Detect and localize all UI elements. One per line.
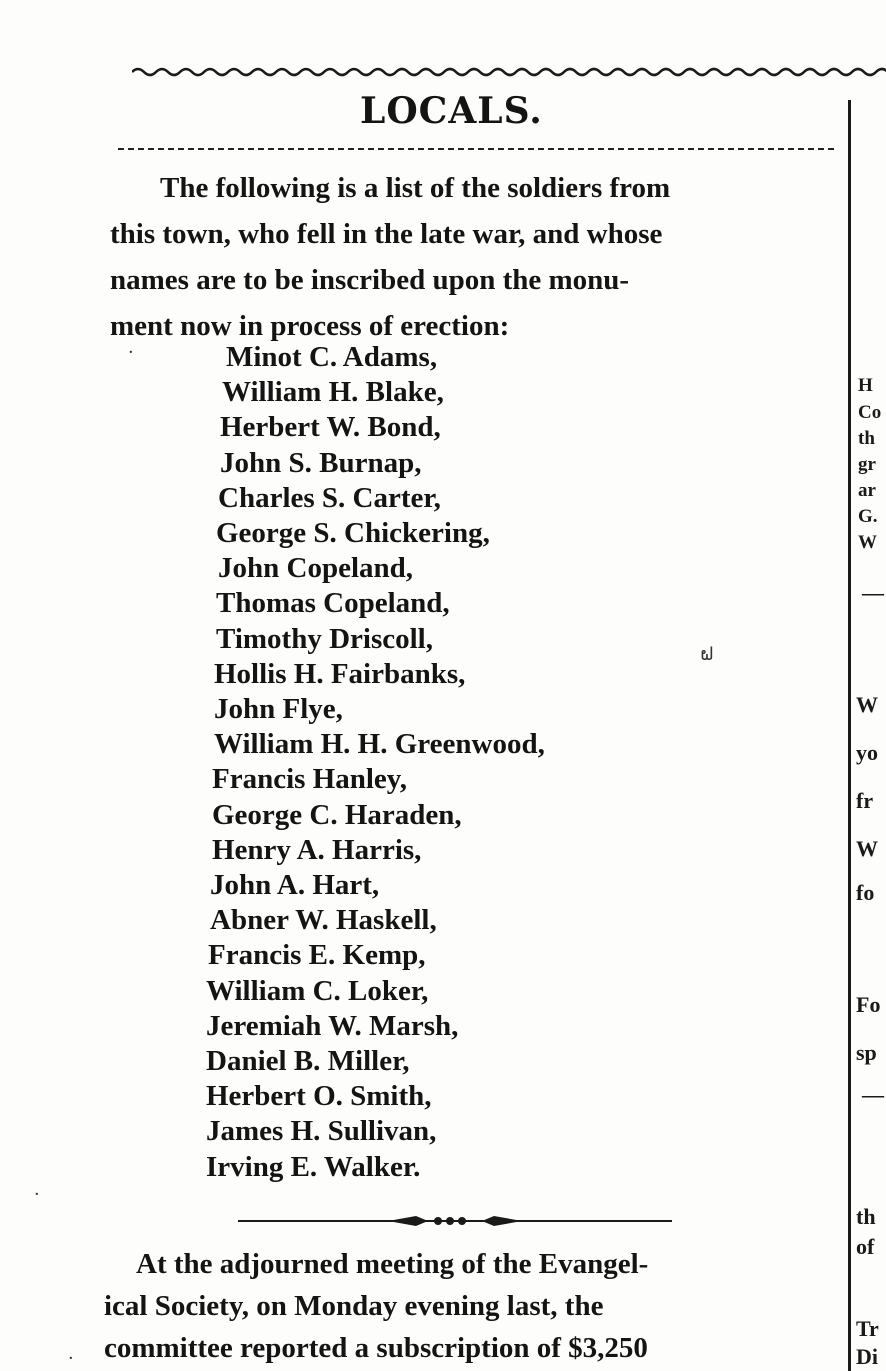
soldier-name: George C. Haraden, [212, 799, 462, 831]
soldier-name: John Flye, [214, 693, 343, 725]
fragment-text: W [856, 836, 878, 861]
fragment-text: gr [858, 454, 876, 475]
soldier-name: James H. Sullivan, [206, 1115, 437, 1147]
fragment-text: fr [856, 788, 874, 813]
soldier-name: John Copeland, [218, 552, 414, 584]
intro-line: names are to be inscribed upon the monu- [110, 264, 630, 296]
section-heading: LOCALS. [360, 90, 543, 132]
fragment-text: yo [856, 740, 878, 765]
top-wavy-rule [132, 60, 886, 82]
soldier-name: Minot C. Adams, [226, 341, 438, 373]
fragment-text: Tr [856, 1316, 879, 1341]
paragraph-line: At the adjourned meeting of the Evangel- [136, 1248, 649, 1280]
fragment-text: of [856, 1234, 875, 1259]
soldier-name: Jeremiah W. Marsh, [206, 1010, 459, 1042]
soldier-name: George S. Chickering, [216, 517, 490, 549]
fragment-text: W [856, 692, 878, 717]
soldier-name: Thomas Copeland, [216, 587, 450, 619]
ornamental-divider [238, 1212, 672, 1230]
ink-speck: · [68, 1348, 74, 1369]
soldier-name: Timothy Driscoll, [216, 623, 433, 655]
soldier-name: Daniel B. Miller, [206, 1045, 410, 1077]
intro-paragraph [110, 165, 832, 349]
soldier-name: Herbert W. Bond, [220, 411, 441, 443]
fragment-text: ar [858, 480, 876, 501]
soldier-name: William C. Loker, [206, 975, 429, 1007]
fragment-text: G. [858, 506, 878, 527]
intro-line: ment now in process of erection: [110, 310, 510, 342]
fragment-text: Fo [856, 992, 881, 1017]
ink-speck: · [128, 342, 134, 363]
ink-speck: · [34, 1184, 40, 1205]
soldier-name: Francis Hanley, [212, 763, 407, 795]
soldier-name: Hollis H. Fairbanks, [214, 658, 466, 690]
fragment-text: sp [856, 1040, 877, 1065]
heading-dashed-rule [118, 148, 834, 150]
soldier-name: William H. H. Greenwood, [214, 728, 545, 760]
intro-line: this town, who fell in the late war, and whose [110, 218, 663, 250]
fragment-text: Co [858, 402, 882, 423]
second-paragraph [104, 1243, 816, 1369]
adjacent-column-fragment [852, 100, 886, 1371]
fragment-text: Di [856, 1344, 878, 1369]
soldier-name: Abner W. Haskell, [210, 904, 437, 936]
soldier-name: Herbert O. Smith, [206, 1080, 432, 1112]
fragment-text: th [858, 428, 875, 449]
soldier-name: Henry A. Harris, [212, 834, 422, 866]
intro-line: The following is a list of the soldiers from [160, 172, 671, 204]
fragment-text: H [858, 375, 873, 396]
ink-speck: ຝ [700, 644, 714, 665]
paragraph-line: committee reported a subscription of $3,250 [104, 1332, 648, 1364]
fragment-text: fo [856, 880, 875, 905]
soldier-name: Irving E. Walker. [206, 1151, 421, 1183]
fragment-text: — [862, 1082, 884, 1107]
column-rule [848, 100, 851, 1371]
soldier-name: William H. Blake, [222, 376, 444, 408]
soldier-name: Charles S. Carter, [218, 482, 441, 514]
soldier-name: John S. Burnap, [220, 447, 422, 479]
soldier-name: John A. Hart, [210, 869, 380, 901]
fragment-text: th [856, 1204, 876, 1229]
fragment-text: — [862, 580, 884, 605]
fragment-text: W [858, 532, 877, 553]
soldier-name: Francis E. Kemp, [208, 939, 426, 971]
paragraph-line: ical Society, on Monday evening last, the [104, 1290, 604, 1322]
